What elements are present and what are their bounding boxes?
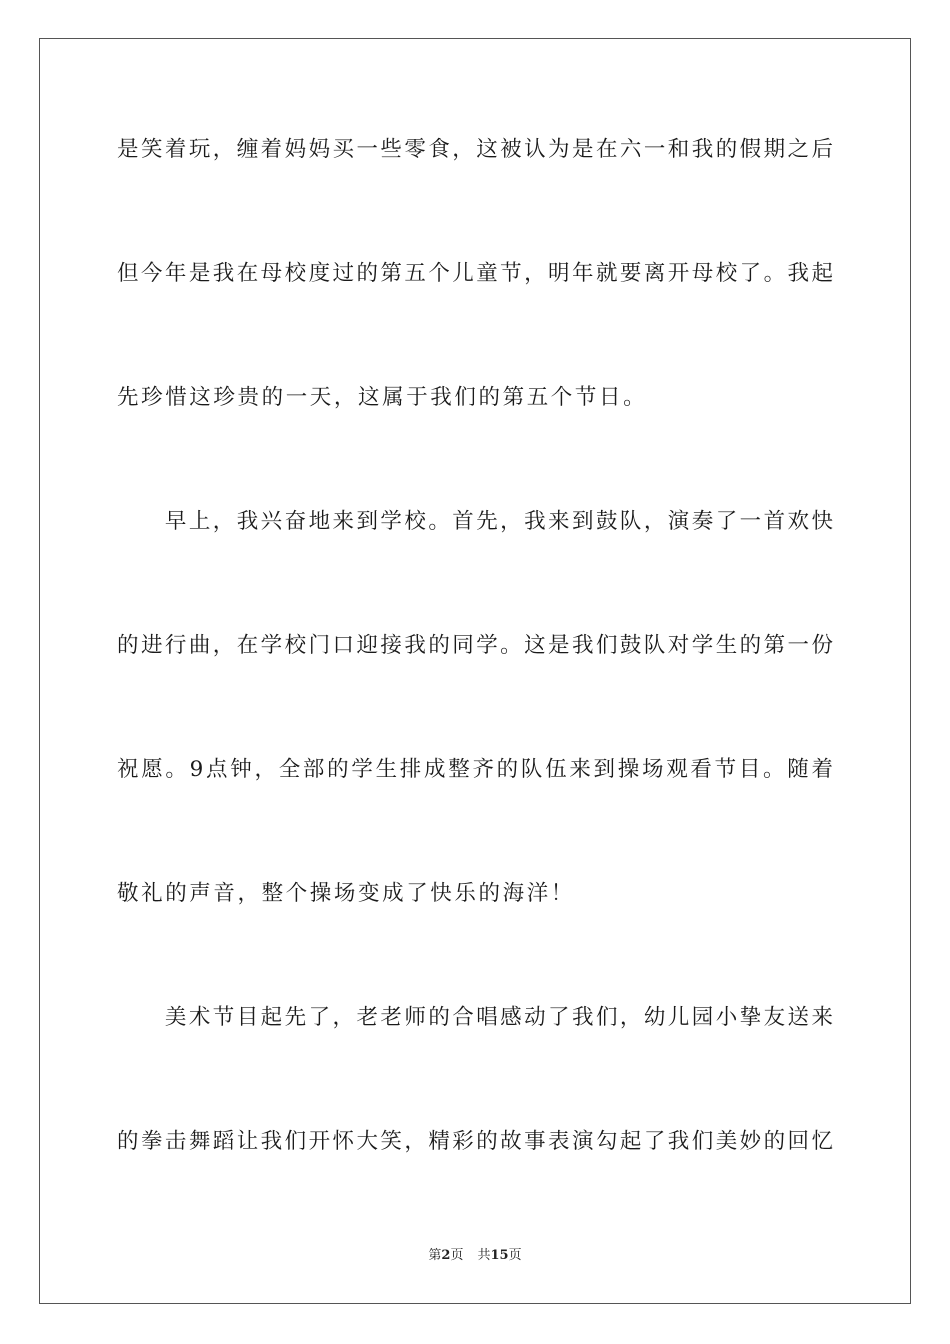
page-number: 2 bbox=[441, 1248, 451, 1263]
text-line: 的拳击舞蹈让我们开怀大笑，精彩的故事表演勾起了我们美妙的回忆 bbox=[117, 1129, 833, 1154]
text-line: 但今年是我在母校度过的第五个儿童节，明年就要离开母校了。我起 bbox=[117, 261, 833, 286]
text-line: 祝愿。9点钟，全部的学生排成整齐的队伍来到操场观看节目。随着 bbox=[117, 757, 833, 782]
total-pages: 15 bbox=[490, 1248, 509, 1263]
page-border bbox=[39, 38, 911, 1304]
text-line: 早上，我兴奋地来到学校。首先，我来到鼓队，演奏了一首欢快 bbox=[117, 509, 833, 534]
text-line: 的进行曲，在学校门口迎接我的同学。这是我们鼓队对学生的第一份 bbox=[117, 633, 833, 658]
page-footer bbox=[0, 1247, 950, 1265]
text-line: 敬礼的声音，整个操场变成了快乐的海洋！ bbox=[117, 881, 575, 906]
total-prefix: 共 bbox=[477, 1248, 491, 1263]
page-suffix: 页 bbox=[450, 1248, 464, 1263]
total-suffix: 页 bbox=[508, 1248, 522, 1263]
text-line: 美术节目起先了，老老师的合唱感动了我们，幼儿园小挚友送来 bbox=[117, 1005, 833, 1030]
text-line: 先珍惜这珍贵的一天，这属于我们的第五个节日。 bbox=[117, 385, 648, 410]
text-line: 是笑着玩，缠着妈妈买一些零食，这被认为是在六一和我的假期之后 bbox=[117, 137, 833, 162]
page-prefix: 第 bbox=[428, 1248, 442, 1263]
